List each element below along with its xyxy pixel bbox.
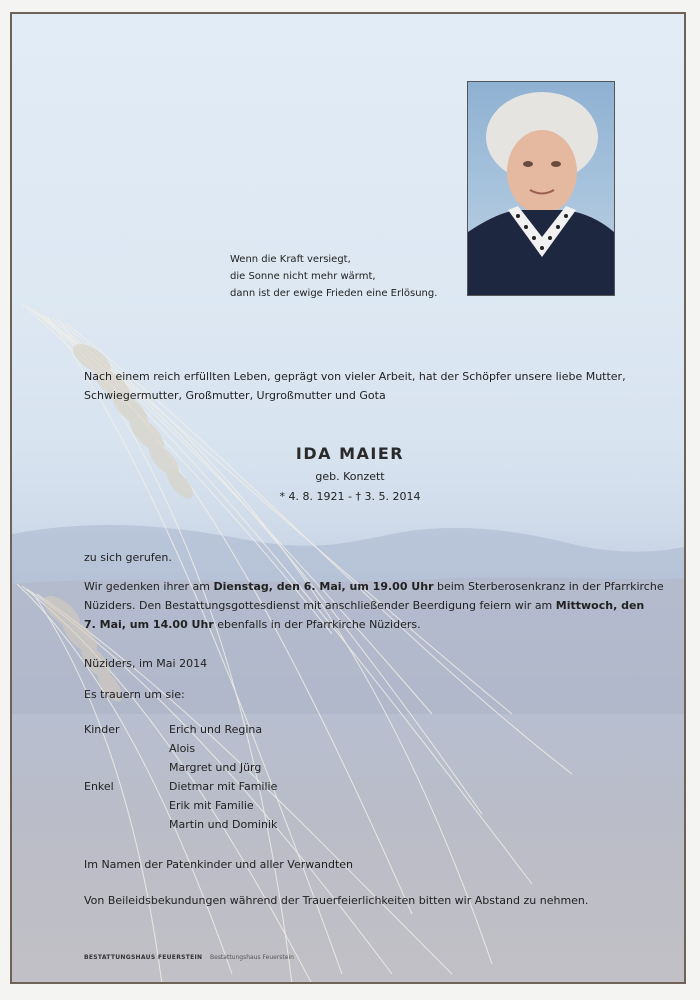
called-text: zu sich gerufen. xyxy=(84,551,172,564)
life-dates: * 4. 8. 1921 - † 3. 5. 2014 xyxy=(279,490,421,503)
service-announcement xyxy=(84,577,664,634)
service-text: Wir gedenken ihrer am xyxy=(84,580,214,593)
deceased-name: IDA MAIER xyxy=(295,444,405,463)
family-relation: Enkel xyxy=(84,780,114,793)
service-text: ebenfalls in der Pfarrkirche Nüziders. xyxy=(213,618,421,631)
family-member: Margret und Jürg xyxy=(169,761,262,774)
funeral-date: Mittwoch, den xyxy=(555,599,645,612)
funeral-home-name: BESTATTUNGSHAUS FEUERSTEIN xyxy=(84,954,203,961)
service-text: beim Sterberosenkranz in der Pfarrkirche xyxy=(433,580,664,593)
poem-line: Wenn die Kraft versiegt, xyxy=(230,254,351,265)
poem-line: die Sonne nicht mehr wärmt, xyxy=(230,271,376,282)
closing-relatives: Im Namen der Patenkinder und aller Verwandten xyxy=(84,858,354,871)
funeral-date: 7. Mai, um 14.00 Uhr xyxy=(84,618,214,631)
mourners-intro: Es trauern um sie: xyxy=(84,688,185,701)
family-member: Dietmar mit Familie xyxy=(169,780,278,793)
obituary-card xyxy=(10,12,686,984)
birth-name: geb. Konzett xyxy=(315,470,385,483)
family-member: Alois xyxy=(169,742,196,755)
portrait-photo xyxy=(467,81,615,296)
funeral-home-note: Bestattungshaus Feuerstein xyxy=(210,954,294,961)
poem-line: dann ist der ewige Frieden eine Erlösung. xyxy=(230,288,438,299)
rosary-date: Dienstag, den 6. Mai, um 19.00 Uhr xyxy=(213,580,434,593)
poem xyxy=(230,251,437,302)
family-member: Erich und Regina xyxy=(169,723,263,736)
family-relation: Kinder xyxy=(84,723,120,736)
family-member: Martin und Dominik xyxy=(169,818,278,831)
service-text: Nüziders. Den Bestattungsgottesdienst mit anschließender Beerdigung feiern wir am xyxy=(84,599,556,612)
family-member: Erik mit Familie xyxy=(169,799,254,812)
intro-line: Nach einem reich erfüllten Leben, geprägt von vieler Arbeit, hat der Schöpfer unsere liebe Mutter, xyxy=(84,370,626,383)
place-date: Nüziders, im Mai 2014 xyxy=(84,657,208,670)
intro-text xyxy=(84,367,626,405)
intro-line: Schwiegermutter, Großmutter, Urgroßmutter und Gota xyxy=(84,389,386,402)
closing-condolences: Von Beileidsbekundungen während der Trauerfeierlichkeiten bitten wir Abstand zu nehmen. xyxy=(84,894,589,907)
